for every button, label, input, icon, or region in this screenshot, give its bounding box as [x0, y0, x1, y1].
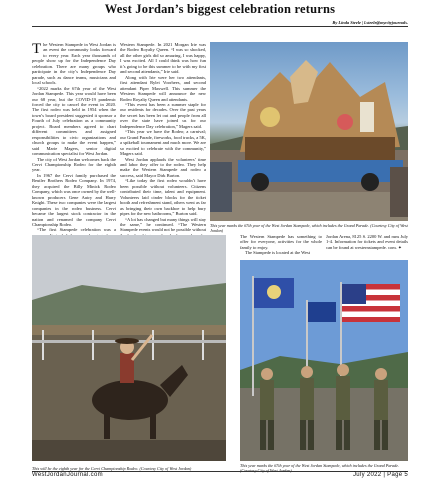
- headline-divider: [32, 26, 408, 27]
- parade-float-photo: [210, 42, 408, 221]
- paragraph: The city of West Jordan welcomes back the Cervi Championship Rodeo for the eighth year.: [32, 156, 116, 173]
- paragraph: Jordan Arena, 8125 S. 2200 W. and runs July 1-4. Information for tickets and event details can be found at westernstampede. com. ✦: [326, 234, 408, 250]
- paragraph: The Western Stampede in West Jordan is an event the community looks forward to every year. Each year thousands of people show up for the Independence Day celebration. There are many groups who participate in the city’s Independence Day parade, such as dance teams, musicians and local schools.: [32, 41, 116, 86]
- photo-caption: This year marks the 67th year of the West Jordan Stampede, which includes the Grand Parade. (Courtesy City of West Jordan): [240, 463, 400, 473]
- footer-site-link[interactable]: WestJordanJournal.com: [32, 472, 103, 478]
- byline[interactable]: By Linda Steele | l.steele@mycityjournals.: [332, 20, 408, 25]
- photo-caption: This year marks the 67th year of the West Jordan Stampede, which includes the Grand Parade. (Courtesy City of West Jordan): [210, 223, 408, 233]
- paragraph: Along with Irie were her two attendants, first attendant Rylei Voorhees, and second attendant Piper Maxwell. This summer the Western Stampede will announce the new Rodeo Royalty Queen and attendants.: [120, 74, 206, 102]
- drop-cap: T: [32, 41, 42, 57]
- paragraph: Western Stampede. In 2021 Morgan Irie was the Rodeo Royalty Queen. “I was so shocked, all the other girls did so amazing, I was happy, I was excited. All I could think was how fun it’s going to be this summer to be with my first and second attendants,” Irie said.: [120, 42, 206, 75]
- paragraph: “Like today the first rodeo wouldn’t have been possible without volunteers. Citizens contributed their time, talent and equipment. Volunteers laid cinder blocks for the ticket booth and refreshment stand, others went as far as bringing their own backhoe to help bury pipes for the new bathrooms,” Burton said.: [120, 178, 206, 217]
- article-column-4: [326, 234, 408, 250]
- rodeo-photo: [32, 235, 226, 461]
- footer-page-info: July 2022 | Page 5: [353, 472, 408, 478]
- paragraph: “The first Stampede celebration was a: [37, 227, 116, 233]
- paragraph: The Stampede is located at the West: [245, 250, 311, 256]
- paragraph: “This event has been a summer staple for our residents for decades. Over the past years the secret has been let out and people from all over the state have joined us for our Independence Day celebration,” Magers said.: [120, 101, 206, 129]
- article-column-2: [120, 42, 206, 244]
- paragraph: “A lot has changed but many things will stay the same,” he continued. “The Western Stampede events would not be possible without: [120, 216, 206, 233]
- paragraph: “2022 marks the 67th year of the West Jordan Stampede. This year would have been our 68 year, but the COVID-19 pandemic forced the city to cancel the event in 2020. The first rodeo was held in 1954 when the town’s board president suggested it sponsor a Fourth of July celebration as a community project. Board members agreed to chart different committees and assigned responsibilities to civic organizations and church groups to make the event happen,” said Marie Magers, senior digital communication specialist for West Jordan.: [32, 85, 116, 157]
- article-column-1: [32, 42, 116, 266]
- paragraph: “This year we have the Rodeo; a carnival; our Grand Parade, fireworks, food trucks, a 5K, a spikeball tournament and much more. We are so excited to celebrate with the community,” Magers said.: [120, 129, 206, 157]
- article-column-3: [240, 234, 322, 256]
- photo-caption: This will be the eighth year for the Cervi Championship Rodeo. (Courtesy City of West Jordan): [32, 466, 192, 471]
- paragraph: In 1967 the Cervi family purchased the Beutler Brothers Rodeo Company. In 1974, they acquired the Billy Minick Rodeo Company, which was once owned by the well-known producers Gene Autry and Harry Knight. These two companies were the largest companies in the rodeo business. Cervi became the largest stock contractor in the nation and renamed the company Cervi Championship Rodeo.: [32, 172, 116, 227]
- paragraph: West Jordan applauds the volunteers’ time and labor they offer to the rodeo. They help make the Western Stampede and rodeo a success, said Mayor Dirk Burton.: [120, 156, 206, 178]
- paragraph: The Western Stampede has something to offer for everyone, activities for the whole family to enjoy.: [240, 234, 322, 250]
- flag-parade-photo: [240, 260, 408, 461]
- article-headline: West Jordan’s biggest celebration returns: [104, 2, 336, 16]
